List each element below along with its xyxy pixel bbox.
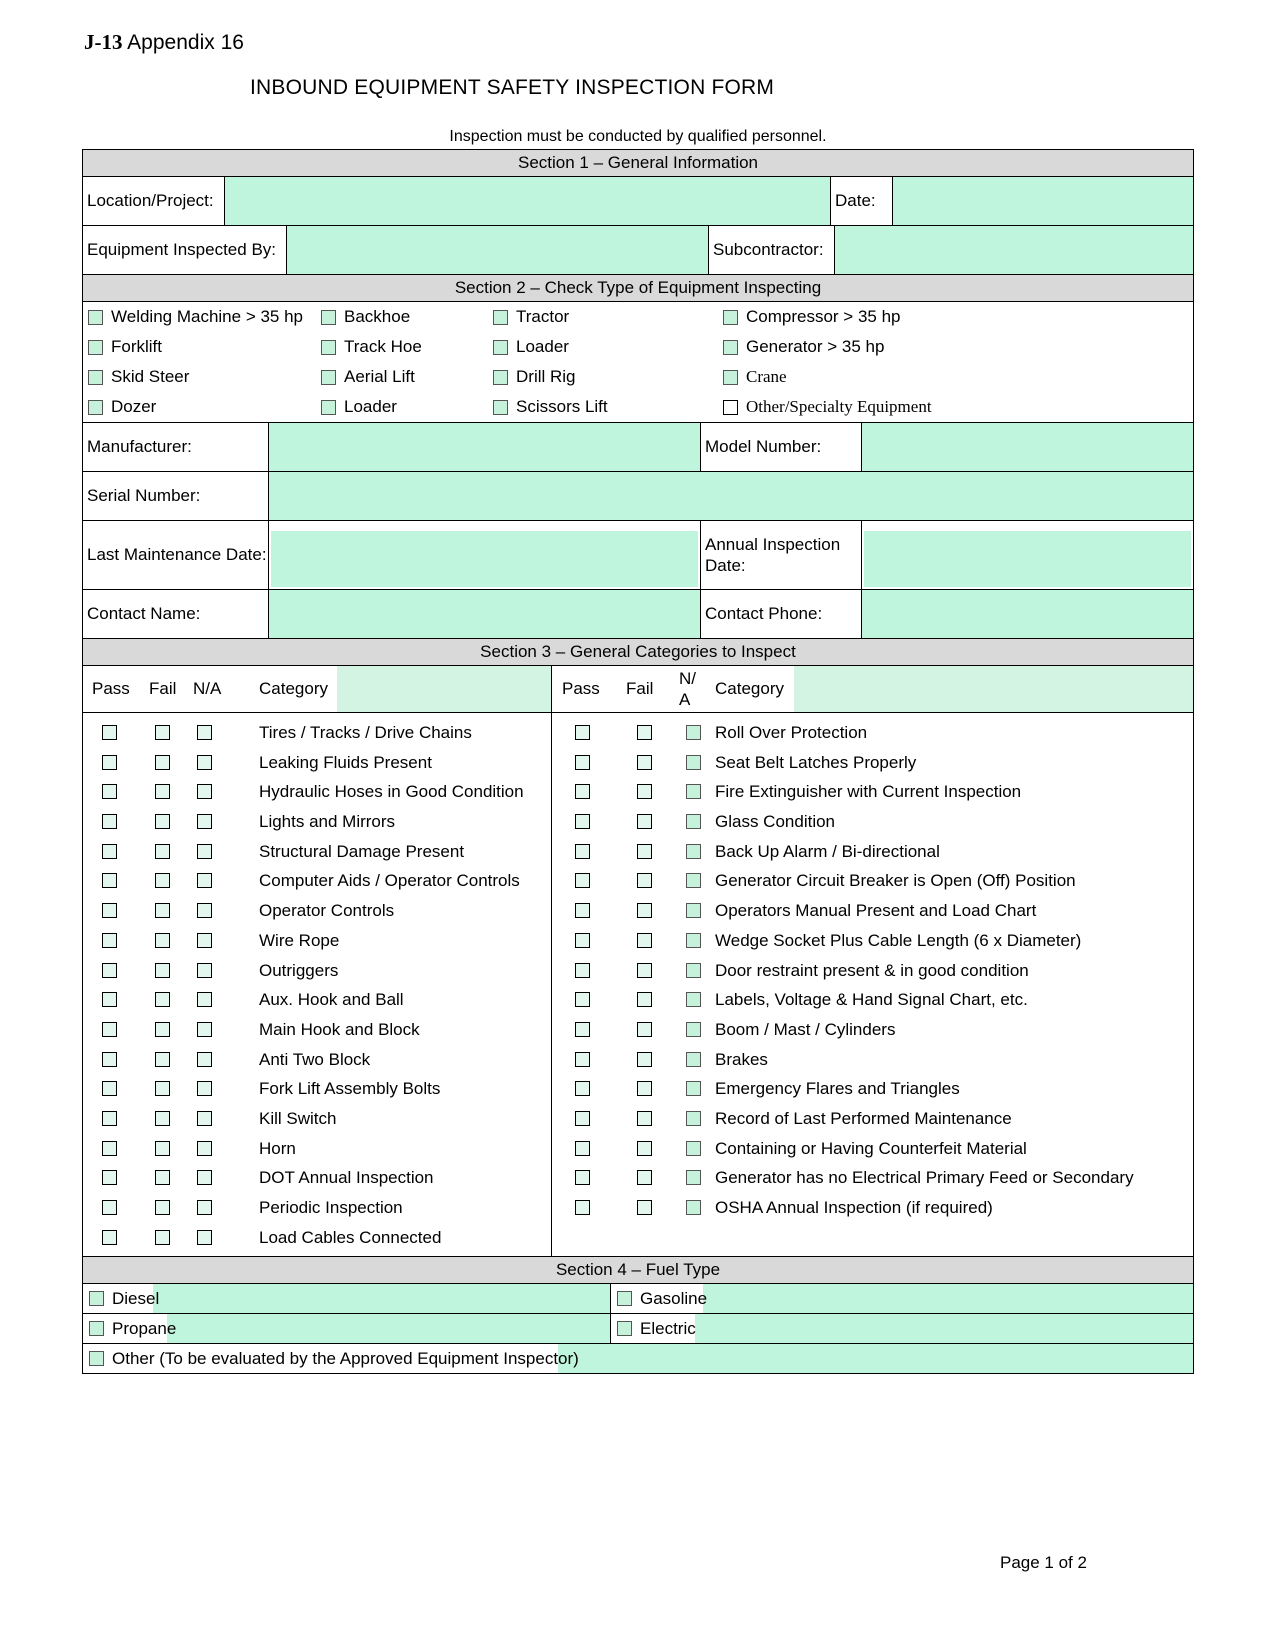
equipment-checkbox[interactable] [321,340,336,355]
fail-checkbox[interactable] [637,963,652,978]
category-label: Emergency Flares and Triangles [715,1079,960,1099]
electric-label: Electric [640,1318,696,1338]
categories-left-header [83,666,551,713]
category-label: Load Cables Connected [259,1227,442,1247]
category-row [552,986,1193,1016]
na-checkbox[interactable] [197,1230,212,1245]
na-checkbox[interactable] [686,725,701,740]
category-label: DOT Annual Inspection [259,1168,434,1188]
category-row [83,719,551,749]
categories-table [83,666,1193,1257]
fail-checkbox[interactable] [155,1141,170,1156]
fail-checkbox[interactable] [155,903,170,918]
na-checkbox[interactable] [197,755,212,770]
date-field[interactable] [893,177,1193,225]
categories-left-column [83,666,552,1256]
category-row [552,778,1193,808]
na-checkbox[interactable] [686,1111,701,1126]
equipment-label: Other/Specialty Equipment [746,397,932,416]
na-checkbox[interactable] [197,1141,212,1156]
na-checkbox[interactable] [686,1200,701,1215]
category-header-right: Category [715,679,784,698]
na-checkbox[interactable] [686,1141,701,1156]
fuel-other [83,1344,1193,1373]
fail-checkbox[interactable] [155,844,170,859]
model-number-label: Model Number: [701,423,862,471]
section-4-header: Section 4 – Fuel Type [83,1257,1193,1284]
equipment-option [88,367,189,387]
fail-checkbox[interactable] [155,725,170,740]
diesel-checkbox[interactable] [89,1291,104,1306]
manufacturer-label: Manufacturer: [83,423,269,471]
category-label: Record of Last Performed Maintenance [715,1108,1012,1128]
equipment-label: Backhoe [344,307,411,326]
location-label: Location/Project: [83,177,225,225]
category-row [552,749,1193,779]
category-label: Wire Rope [259,930,340,950]
fail-checkbox[interactable] [637,992,652,1007]
category-row [552,808,1193,838]
equipment-label: Drill Rig [516,367,576,386]
fail-checkbox[interactable] [637,844,652,859]
qualified-personnel-notice: Inspection must be conducted by qualified personnel. [449,128,827,145]
pass-checkbox[interactable] [102,1141,117,1156]
equipment-type-checklist [83,302,1193,423]
equipment-option [723,367,787,387]
pass-checkbox[interactable] [102,1200,117,1215]
fail-checkbox[interactable] [637,1170,652,1185]
fail-checkbox[interactable] [637,1111,652,1126]
fail-checkbox[interactable] [155,933,170,948]
category-label: Main Hook and Block [259,1019,420,1039]
equipment-label: Loader [344,397,397,416]
equipment-option [321,397,397,417]
fail-checkbox[interactable] [155,814,170,829]
maintenance-row [83,521,1193,590]
category-row [83,927,551,957]
electric-checkbox[interactable] [617,1321,632,1336]
na-header-right-line2: A [679,690,691,709]
na-checkbox[interactable] [197,933,212,948]
category-label: Operators Manual Present and Load Chart [715,901,1037,921]
fail-header-right: Fail [626,679,654,698]
na-checkbox[interactable] [197,814,212,829]
na-checkbox[interactable] [686,963,701,978]
na-checkbox[interactable] [197,784,212,799]
category-label: Roll Over Protection [715,723,868,742]
equipment-checkbox[interactable] [723,310,738,325]
category-row [552,1046,1193,1076]
last-maintenance-label: Last Maintenance Date: [83,521,269,589]
equipment-option [723,307,901,327]
category-row [83,986,551,1016]
na-checkbox[interactable] [686,1022,701,1037]
contact-phone-label: Contact Phone: [701,590,862,638]
equipment-checkbox[interactable] [723,340,738,355]
fail-checkbox[interactable] [155,1052,170,1067]
fail-checkbox[interactable] [155,963,170,978]
pass-checkbox[interactable] [102,814,117,829]
pass-header: Pass [92,679,130,698]
pass-checkbox[interactable] [102,725,117,740]
pass-checkbox[interactable] [102,1230,117,1245]
pass-checkbox[interactable] [575,814,590,829]
section-2-header: Section 2 – Check Type of Equipment Inspecting [83,275,1193,302]
fail-checkbox[interactable] [155,755,170,770]
propane-label: Propane [112,1318,177,1338]
category-row [83,1046,551,1076]
fail-checkbox[interactable] [637,814,652,829]
category-label: Generator Circuit Breaker is Open (Off) Position [715,871,1076,891]
pass-checkbox[interactable] [575,1200,590,1215]
location-date-row [83,177,1193,226]
pass-checkbox[interactable] [575,873,590,888]
pass-checkbox[interactable] [575,844,590,859]
fuel-electric [611,1314,1193,1343]
pass-checkbox[interactable] [102,755,117,770]
na-checkbox[interactable] [197,1022,212,1037]
na-checkbox[interactable] [197,844,212,859]
fail-checkbox[interactable] [155,1200,170,1215]
na-checkbox[interactable] [197,1200,212,1215]
fail-checkbox[interactable] [637,755,652,770]
fuel-gasoline [611,1284,1193,1313]
fail-checkbox[interactable] [637,784,652,799]
category-row [552,1075,1193,1105]
equipment-option [321,307,410,327]
equipment-checkbox[interactable] [88,310,103,325]
fail-checkbox[interactable] [155,1230,170,1245]
na-checkbox[interactable] [686,903,701,918]
contact-name-label: Contact Name: [83,590,269,638]
equipment-checkbox[interactable] [88,400,103,415]
equipment-label: Dozer [111,397,157,416]
fuel-propane [83,1314,611,1343]
inspection-form [82,149,1194,1374]
diesel-label: Diesel [112,1288,160,1308]
pass-checkbox[interactable] [102,844,117,859]
appendix-code: J-13 Appendix 16 [84,30,244,54]
manufacturer-field[interactable] [269,423,701,471]
equipment-checkbox[interactable] [723,400,738,415]
category-label: Glass Condition [715,812,836,832]
equipment-option [88,397,156,417]
fail-checkbox[interactable] [637,1052,652,1067]
category-row [83,1135,551,1165]
fail-checkbox[interactable] [155,992,170,1007]
equipment-option [321,367,415,387]
fail-header: Fail [149,679,177,698]
inspected-by-label: Equipment Inspected By: [83,226,287,274]
gasoline-checkbox[interactable] [617,1291,632,1306]
pass-checkbox[interactable] [102,1170,117,1185]
fail-checkbox[interactable] [637,725,652,740]
equipment-label: Track Hoe [344,337,422,356]
category-label: OSHA Annual Inspection (if required) [715,1198,993,1217]
pass-checkbox[interactable] [102,903,117,918]
na-checkbox[interactable] [686,1081,701,1096]
equipment-checkbox[interactable] [493,370,508,385]
na-checkbox[interactable] [686,1052,701,1067]
fail-checkbox[interactable] [155,784,170,799]
annual-inspection-field[interactable] [862,521,1193,589]
na-checkbox[interactable] [686,844,701,859]
fuel-row-1 [83,1284,1193,1314]
category-row [552,1164,1193,1194]
na-checkbox[interactable] [197,963,212,978]
category-row [83,749,551,779]
categories-right-column [552,666,1193,1256]
fuel-row-2 [83,1314,1193,1344]
pass-checkbox[interactable] [575,963,590,978]
na-checkbox[interactable] [197,1052,212,1067]
equipment-checkbox[interactable] [88,340,103,355]
pass-checkbox[interactable] [575,933,590,948]
serial-row [83,472,1193,521]
na-checkbox[interactable] [686,1170,701,1185]
equipment-option [723,337,884,357]
pass-checkbox[interactable] [575,755,590,770]
pass-checkbox[interactable] [102,992,117,1007]
equipment-option [493,307,569,327]
serial-number-label: Serial Number: [83,472,269,520]
category-row [83,1194,551,1224]
pass-checkbox[interactable] [102,963,117,978]
pass-checkbox[interactable] [102,933,117,948]
equipment-label: Skid Steer [111,367,190,386]
category-label: Operator Controls [259,901,395,921]
section-1-header: Section 1 – General Information [83,150,1193,177]
na-checkbox[interactable] [686,992,701,1007]
pass-checkbox[interactable] [102,1111,117,1126]
fail-checkbox[interactable] [155,1081,170,1096]
category-row [552,838,1193,868]
pass-header-right: Pass [562,679,600,698]
pass-checkbox[interactable] [575,1170,590,1185]
category-row [83,1016,551,1046]
category-label: Seat Belt Latches Properly [715,752,917,772]
pass-checkbox[interactable] [575,725,590,740]
category-label: Door restraint present & in good condition [715,960,1029,980]
equipment-label: Welding Machine > 35 hp [111,307,304,326]
subcontractor-label: Subcontractor: [709,226,835,274]
equipment-option [493,337,569,357]
fail-checkbox[interactable] [637,903,652,918]
annual-inspection-label: Annual Inspection Date: [701,521,862,589]
na-checkbox[interactable] [197,1170,212,1185]
category-row [552,927,1193,957]
equipment-option [493,367,576,387]
category-row [552,1194,1193,1224]
equipment-option [88,307,303,327]
equipment-option [88,337,162,357]
equipment-checkbox[interactable] [88,370,103,385]
category-label: Labels, Voltage & Hand Signal Chart, etc. [715,990,1028,1010]
category-row [83,838,551,868]
na-checkbox[interactable] [197,1081,212,1096]
pass-checkbox[interactable] [102,873,117,888]
category-row [83,1224,551,1254]
section-3-header: Section 3 – General Categories to Inspect [83,639,1193,666]
equipment-checkbox[interactable] [723,370,738,385]
category-row [83,1164,551,1194]
na-checkbox[interactable] [686,784,701,799]
category-label: Leaking Fluids Present [259,752,432,772]
pass-checkbox[interactable] [575,1111,590,1126]
category-label: Structural Damage Present [259,841,465,861]
category-row [83,1105,551,1135]
category-label: Boom / Mast / Cylinders [715,1019,896,1039]
category-row [552,867,1193,897]
category-label: Kill Switch [259,1108,337,1128]
equipment-checkbox[interactable] [321,370,336,385]
category-label: Hydraulic Hoses in Good Condition [259,782,524,802]
fail-checkbox[interactable] [637,1081,652,1096]
category-label: Aux. Hook and Ball [259,990,404,1010]
fail-checkbox[interactable] [637,1022,652,1037]
category-row [552,1135,1193,1165]
category-row [552,1016,1193,1046]
other-fuel-label: Other (To be evaluated by the Approved Equipment Inspector) [112,1348,579,1368]
equipment-label: Generator > 35 hp [746,337,885,356]
na-header-right-line1: N/ [679,669,696,688]
inspected-by-field[interactable] [287,226,709,274]
category-label: Containing or Having Counterfeit Material [715,1138,1027,1158]
contact-row [83,590,1193,639]
category-label: Tires / Tracks / Drive Chains [259,723,472,742]
equipment-label: Loader [516,337,569,356]
category-label: Anti Two Block [259,1049,371,1069]
inspected-by-row [83,226,1193,275]
category-row [83,897,551,927]
category-label: Computer Aids / Operator Controls [259,871,520,891]
fail-checkbox[interactable] [637,933,652,948]
category-label: Lights and Mirrors [259,812,396,832]
na-checkbox[interactable] [197,903,212,918]
category-row [83,957,551,987]
last-maintenance-field[interactable] [269,521,701,589]
equipment-checkbox[interactable] [493,310,508,325]
fail-checkbox[interactable] [637,1141,652,1156]
category-label: Generator has no Electrical Primary Feed or Secondary [715,1168,1134,1188]
category-row [552,957,1193,987]
pass-checkbox[interactable] [575,992,590,1007]
subcontractor-field[interactable] [835,226,1193,274]
equipment-option [723,397,932,417]
equipment-checkbox[interactable] [321,400,336,415]
pass-checkbox[interactable] [102,1022,117,1037]
contact-name-field[interactable] [269,590,701,638]
equipment-label: Aerial Lift [344,367,415,386]
pass-checkbox[interactable] [575,1141,590,1156]
category-label: Brakes [715,1049,768,1069]
location-field[interactable] [225,177,831,225]
category-row [83,867,551,897]
pass-checkbox[interactable] [575,1052,590,1067]
equipment-checkbox[interactable] [493,340,508,355]
na-checkbox[interactable] [686,755,701,770]
fail-checkbox[interactable] [155,1170,170,1185]
equipment-label: Scissors Lift [516,397,608,416]
na-checkbox[interactable] [686,873,701,888]
na-checkbox[interactable] [197,873,212,888]
fail-checkbox[interactable] [155,1111,170,1126]
category-row [552,1105,1193,1135]
equipment-checkbox[interactable] [321,310,336,325]
category-row [552,719,1193,749]
category-label: Back Up Alarm / Bi-directional [715,841,940,861]
categories-right-header [552,666,1193,713]
pass-checkbox[interactable] [575,1022,590,1037]
gasoline-label: Gasoline [640,1288,708,1308]
fail-checkbox[interactable] [637,1200,652,1215]
category-label: Periodic Inspection [259,1198,403,1217]
category-row [552,897,1193,927]
propane-checkbox[interactable] [89,1321,104,1336]
equipment-label: Tractor [516,307,570,326]
equipment-label: Crane [746,367,787,386]
pass-checkbox[interactable] [575,903,590,918]
pass-checkbox[interactable] [102,1081,117,1096]
category-label: Fork Lift Assembly Bolts [259,1079,441,1099]
serial-number-field[interactable] [269,472,1193,520]
date-label: Date: [831,177,893,225]
fuel-diesel [83,1284,611,1313]
na-checkbox[interactable] [686,933,701,948]
page-number: Page 1 of 2 [1000,1553,1087,1572]
categories-right-rows [552,713,1193,1227]
contact-phone-field[interactable] [862,590,1193,638]
na-checkbox[interactable] [686,814,701,829]
equipment-option [321,337,422,357]
model-number-field[interactable] [862,423,1193,471]
other-fuel-checkbox[interactable] [89,1351,104,1366]
equipment-label: Compressor > 35 hp [746,307,901,326]
category-label: Horn [259,1138,296,1158]
equipment-label: Forklift [111,337,162,356]
pass-checkbox[interactable] [102,1052,117,1067]
category-row [83,808,551,838]
equipment-checkbox[interactable] [493,400,508,415]
na-checkbox[interactable] [197,1111,212,1126]
na-header: N/A [193,679,222,698]
form-title: INBOUND EQUIPMENT SAFETY INSPECTION FORM [250,76,775,99]
fail-checkbox[interactable] [155,1022,170,1037]
category-label: Wedge Socket Plus Cable Length (6 x Diameter) [715,930,1082,950]
equipment-option [493,397,608,417]
category-header: Category [259,679,328,698]
fail-checkbox[interactable] [637,873,652,888]
fail-checkbox[interactable] [155,873,170,888]
fuel-row-3 [83,1344,1193,1373]
na-checkbox[interactable] [197,992,212,1007]
category-row [83,778,551,808]
pass-checkbox[interactable] [575,1081,590,1096]
pass-checkbox[interactable] [575,784,590,799]
categories-left-rows [83,713,551,1256]
category-label: Outriggers [259,960,339,980]
category-row [83,1075,551,1105]
na-checkbox[interactable] [197,725,212,740]
pass-checkbox[interactable] [102,784,117,799]
manufacturer-row [83,423,1193,472]
category-label: Fire Extinguisher with Current Inspection [715,782,1022,802]
